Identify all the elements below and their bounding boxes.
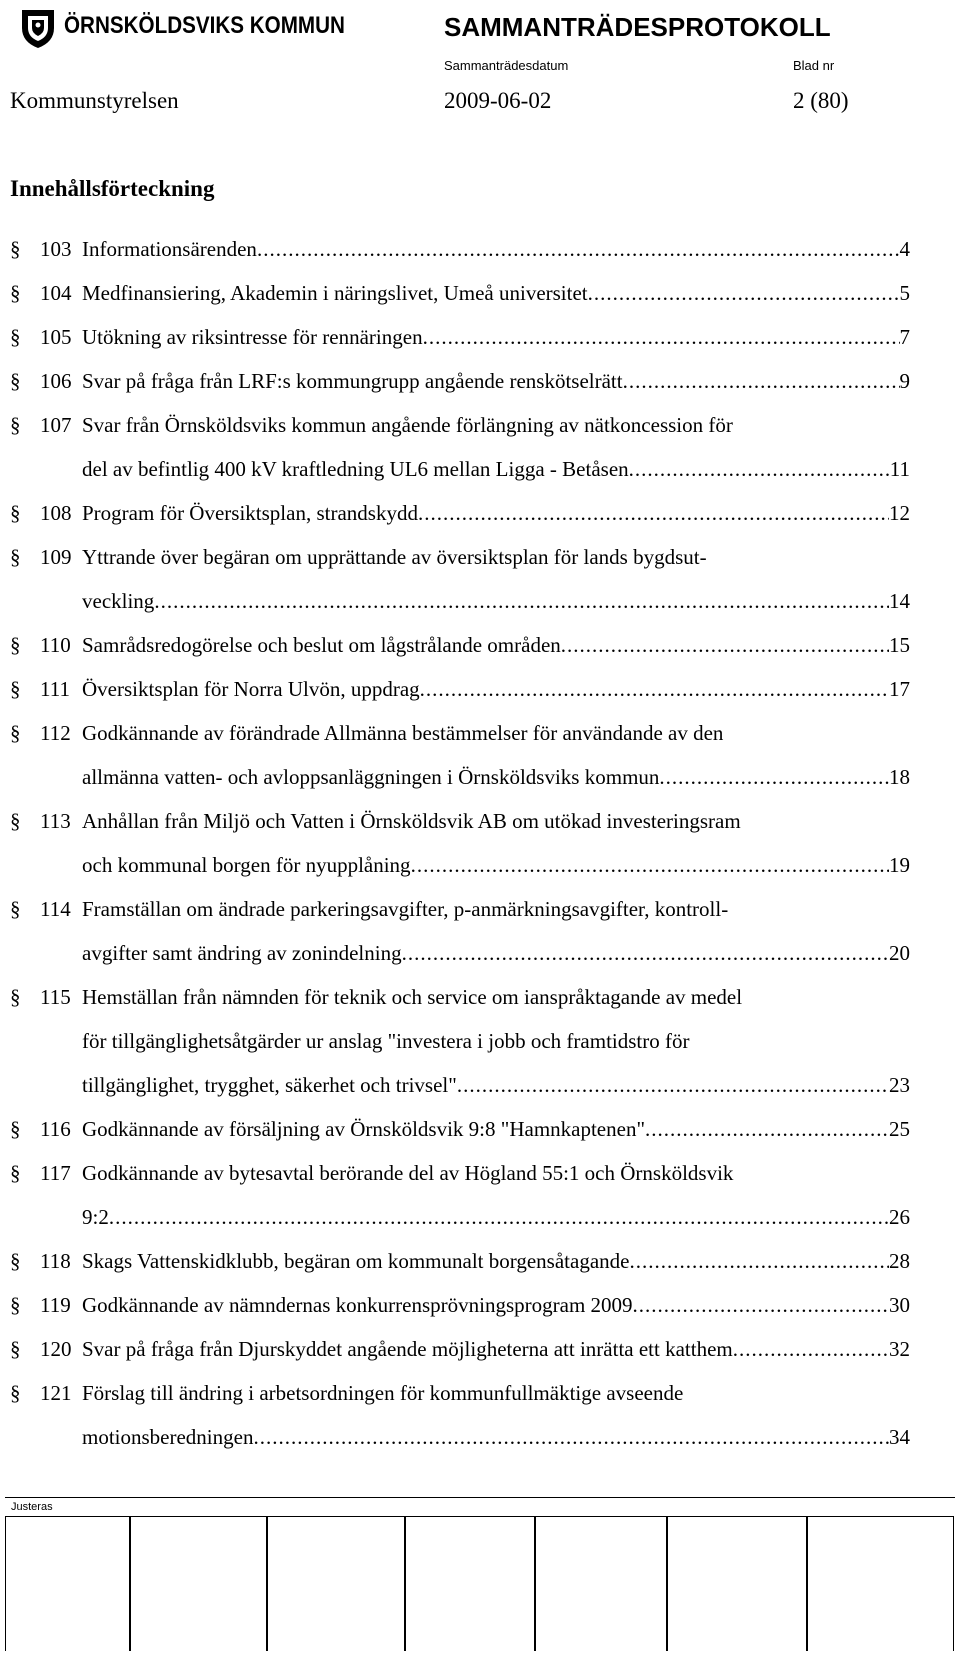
toc-entry-title: Skags Vattenskidklubb, begäran om kommunalt borgensåtagande: [82, 1249, 630, 1273]
toc-entry-title: Svar på fråga från Djurskyddet angående möjligheterna att inrätta ett katthem: [82, 1337, 733, 1361]
toc-entry-title: och kommunal borgen för nyupplåning: [82, 853, 411, 877]
toc-entry-line: [10, 806, 910, 850]
toc-entry-line: [10, 1114, 910, 1158]
toc-entry-title: Informationsärenden: [82, 237, 257, 261]
dot-leader: [109, 1202, 889, 1232]
toc-entry-title: avgifter samt ändring av zonindelning: [82, 941, 402, 965]
toc-entry: [10, 1290, 910, 1334]
section-symbol: §: [10, 413, 21, 437]
section-symbol: §: [10, 897, 21, 921]
toc-entry-line: [10, 894, 910, 938]
toc-entry-page: 25: [889, 1117, 910, 1141]
toc-entry: [10, 674, 910, 718]
toc-entry-page: 18: [889, 765, 910, 789]
toc-entry-title: Anhållan från Miljö och Vatten i Örnsköldsvik AB om utökad investeringsram: [82, 809, 741, 833]
toc-entry-number: 106: [40, 369, 72, 393]
municipality-crest-icon: [18, 6, 58, 50]
dot-leader: [420, 674, 889, 704]
toc-entry-number: 115: [40, 985, 71, 1009]
toc-entry: [10, 806, 910, 894]
justeras-label: Justeras: [11, 1501, 53, 1513]
section-symbol: §: [10, 1249, 21, 1273]
meeting-date-label: Sammanträdesdatum: [444, 58, 569, 73]
toc-entry: [10, 718, 910, 806]
section-symbol: §: [10, 985, 21, 1009]
toc-entry-number: 108: [40, 501, 72, 525]
toc-entry: [10, 1246, 910, 1290]
toc-entry-title: Godkännande av försäljning av Örnsköldsvik 9:8 "Hamnkaptenen": [82, 1117, 646, 1141]
signature-box: [806, 1516, 954, 1651]
section-symbol: §: [10, 1117, 21, 1141]
toc-entry: [10, 1378, 910, 1466]
toc-entry-page: 19: [889, 853, 910, 877]
section-symbol: §: [10, 633, 21, 657]
table-of-contents: [10, 234, 910, 1466]
toc-entry-page: 23: [889, 1073, 910, 1097]
toc-entry-line: [10, 1422, 910, 1466]
toc-entry-page: 17: [889, 677, 910, 701]
toc-entry-line: [10, 542, 910, 586]
section-symbol: §: [10, 281, 21, 305]
toc-entry: [10, 542, 910, 630]
toc-entry-line: [10, 674, 910, 718]
toc-entry-page: 20: [889, 941, 910, 965]
toc-entry-number: 117: [40, 1161, 71, 1185]
toc-entry-title: Hemställan från nämnden för teknik och service om ianspråktagande av medel: [82, 985, 743, 1009]
toc-entry-line: [10, 850, 910, 894]
meeting-date: 2009-06-02: [444, 88, 552, 113]
toc-entry-title: Svar från Örnsköldsviks kommun angående förlängning av nätkoncession för: [82, 413, 733, 437]
toc-entry: [10, 366, 910, 410]
dot-leader: [588, 278, 900, 308]
toc-entry-number: 113: [40, 809, 71, 833]
section-symbol: §: [10, 369, 21, 393]
toc-entry-line: [10, 498, 910, 542]
dot-leader: [257, 234, 900, 264]
signature-box: [129, 1516, 268, 1651]
sheet-number-label: Blad nr: [793, 58, 835, 73]
dot-leader: [633, 1290, 889, 1320]
toc-entry-page: 14: [889, 589, 910, 613]
toc-entry-line: [10, 234, 910, 278]
toc-entry-title: del av befintlig 400 kV kraftledning UL6 mellan Ligga - Betåsen: [82, 457, 629, 481]
toc-entry-title: Översiktsplan för Norra Ulvön, uppdrag: [82, 677, 420, 701]
toc-entry-title: Förslag till ändring i arbetsordningen för kommunfullmäktige avseende: [82, 1381, 684, 1405]
toc-entry: [10, 322, 910, 366]
sheet-number: 2 (80): [793, 88, 849, 113]
signature-box: [534, 1516, 668, 1651]
toc-entry-line: [10, 1334, 910, 1378]
section-symbol: §: [10, 545, 21, 569]
toc-entry-line: [10, 586, 910, 630]
toc-entry-line: [10, 1158, 910, 1202]
toc-entry-title: Samrådsredogörelse och beslut om lågstrålande områden: [82, 633, 561, 657]
toc-entry-title: Svar på fråga från LRF:s kommungrupp angående renskötselrätt: [82, 369, 623, 393]
dot-leader: [402, 938, 889, 968]
section-symbol: §: [10, 325, 21, 349]
section-symbol: §: [10, 1337, 21, 1361]
dot-leader: [629, 454, 890, 484]
section-symbol: §: [10, 1293, 21, 1317]
toc-entry-title: Framställan om ändrade parkeringsavgifter, p-anmärkningsavgifter, kontroll-: [82, 897, 729, 921]
toc-entry-page: 7: [899, 325, 910, 349]
toc-entry-line: [10, 1026, 910, 1070]
toc-entry-line: [10, 938, 910, 982]
toc-entry-line: [10, 1378, 910, 1422]
toc-entry: [10, 630, 910, 674]
toc-entry-line: [10, 982, 910, 1026]
toc-entry-title: Godkännande av nämndernas konkurrensprövningsprogram 2009: [82, 1293, 633, 1317]
toc-entry-title: allmänna vatten- och avloppsanläggningen i Örnsköldsviks kommun: [82, 765, 660, 789]
toc-entry-line: [10, 278, 910, 322]
toc-entry-line: [10, 762, 910, 806]
toc-entry-line: [10, 1290, 910, 1334]
toc-entry-page: 26: [889, 1205, 910, 1229]
toc-entry-page: 11: [889, 457, 910, 481]
toc-entry-number: 120: [40, 1337, 72, 1361]
toc-entry-page: 12: [889, 501, 910, 525]
signature-footer: [5, 1497, 955, 1653]
toc-entry: [10, 410, 910, 498]
dot-leader: [457, 1070, 889, 1100]
toc-entry-line: [10, 410, 910, 454]
toc-entry-title: Utökning av riksintresse för rennäringen: [82, 325, 423, 349]
dot-leader: [423, 322, 900, 352]
dot-leader: [154, 586, 889, 616]
toc-entry: [10, 234, 910, 278]
toc-entry-page: 5: [899, 281, 910, 305]
toc-entry-title: Godkännande av förändrade Allmänna bestämmelser för användande av den: [82, 721, 724, 745]
toc-entry-page: 28: [889, 1249, 910, 1273]
toc-entry-number: 119: [40, 1293, 71, 1317]
toc-entry: [10, 894, 910, 982]
toc-entry-page: 9: [899, 369, 910, 393]
toc-entry-title: för tillgänglighetsåtgärder ur anslag "investera i jobb och framtidstro för: [82, 1029, 690, 1053]
toc-entry-title: Godkännande av bytesavtal berörande del av Högland 55:1 och Örnsköldsvik: [82, 1161, 734, 1185]
toc-entry-title: Yttrande över begäran om upprättande av översiktsplan för lands bygdsut-: [82, 545, 707, 569]
dot-leader: [253, 1422, 889, 1452]
dot-leader: [411, 850, 889, 880]
toc-entry-line: [10, 454, 910, 498]
toc-entry-number: 114: [40, 897, 71, 921]
toc-entry-page: 30: [889, 1293, 910, 1317]
signature-box: [404, 1516, 536, 1651]
toc-entry-number: 112: [40, 721, 71, 745]
toc-entry-page: 15: [889, 633, 910, 657]
toc-entry-line: [10, 366, 910, 410]
dot-leader: [629, 1246, 889, 1276]
signature-box: [5, 1516, 131, 1651]
committee-name: Kommunstyrelsen: [10, 88, 179, 113]
dot-leader: [733, 1334, 889, 1364]
toc-entry-page: 34: [889, 1425, 910, 1449]
toc-entry-title: tillgänglighet, trygghet, säkerhet och trivsel": [82, 1073, 457, 1097]
dot-leader: [418, 498, 889, 528]
toc-entry-number: 109: [40, 545, 72, 569]
toc-entry-number: 105: [40, 325, 72, 349]
toc-entry-line: [10, 1202, 910, 1246]
toc-entry-number: 111: [40, 677, 70, 701]
organization-name: ÖRNSKÖLDSVIKS KOMMUN: [64, 12, 345, 39]
section-symbol: §: [10, 501, 21, 525]
toc-entry-title: 9:2: [82, 1205, 109, 1229]
toc-entry-number: 103: [40, 237, 72, 261]
section-symbol: §: [10, 809, 21, 833]
dot-leader: [659, 762, 889, 792]
toc-entry-page: 32: [889, 1337, 910, 1361]
dot-leader: [645, 1114, 889, 1144]
toc-entry-title: Medfinansiering, Akademin i näringslivet, Umeå universitet: [82, 281, 588, 305]
toc-entry-line: [10, 322, 910, 366]
section-symbol: §: [10, 1161, 21, 1185]
signature-box: [266, 1516, 406, 1651]
toc-entry-number: 118: [40, 1249, 71, 1273]
toc-entry-page: 4: [899, 237, 910, 261]
toc-entry: [10, 982, 910, 1114]
toc-title: Innehållsförteckning: [10, 176, 215, 201]
dot-leader: [561, 630, 889, 660]
toc-entry: [10, 1158, 910, 1246]
toc-entry: [10, 498, 910, 542]
toc-entry-line: [10, 1070, 910, 1114]
toc-entry-number: 104: [40, 281, 72, 305]
toc-entry: [10, 1114, 910, 1158]
section-symbol: §: [10, 1381, 21, 1405]
toc-entry-line: [10, 718, 910, 762]
toc-entry-number: 110: [40, 633, 71, 657]
toc-entry-line: [10, 1246, 910, 1290]
toc-entry-number: 107: [40, 413, 72, 437]
toc-entry-number: 116: [40, 1117, 71, 1141]
dot-leader: [623, 366, 900, 396]
signature-box: [666, 1516, 808, 1651]
toc-entry-title: Program för Översiktsplan, strandskydd: [82, 501, 418, 525]
toc-entry-number: 121: [40, 1381, 72, 1405]
section-symbol: §: [10, 721, 21, 745]
toc-entry-title: veckling: [82, 589, 155, 613]
toc-entry-title: motionsberedningen: [82, 1425, 254, 1449]
section-symbol: §: [10, 237, 21, 261]
toc-entry: [10, 1334, 910, 1378]
document-type: SAMMANTRÄDESPROTOKOLL: [444, 12, 831, 42]
section-symbol: §: [10, 677, 21, 701]
toc-entry-line: [10, 630, 910, 674]
toc-entry: [10, 278, 910, 322]
